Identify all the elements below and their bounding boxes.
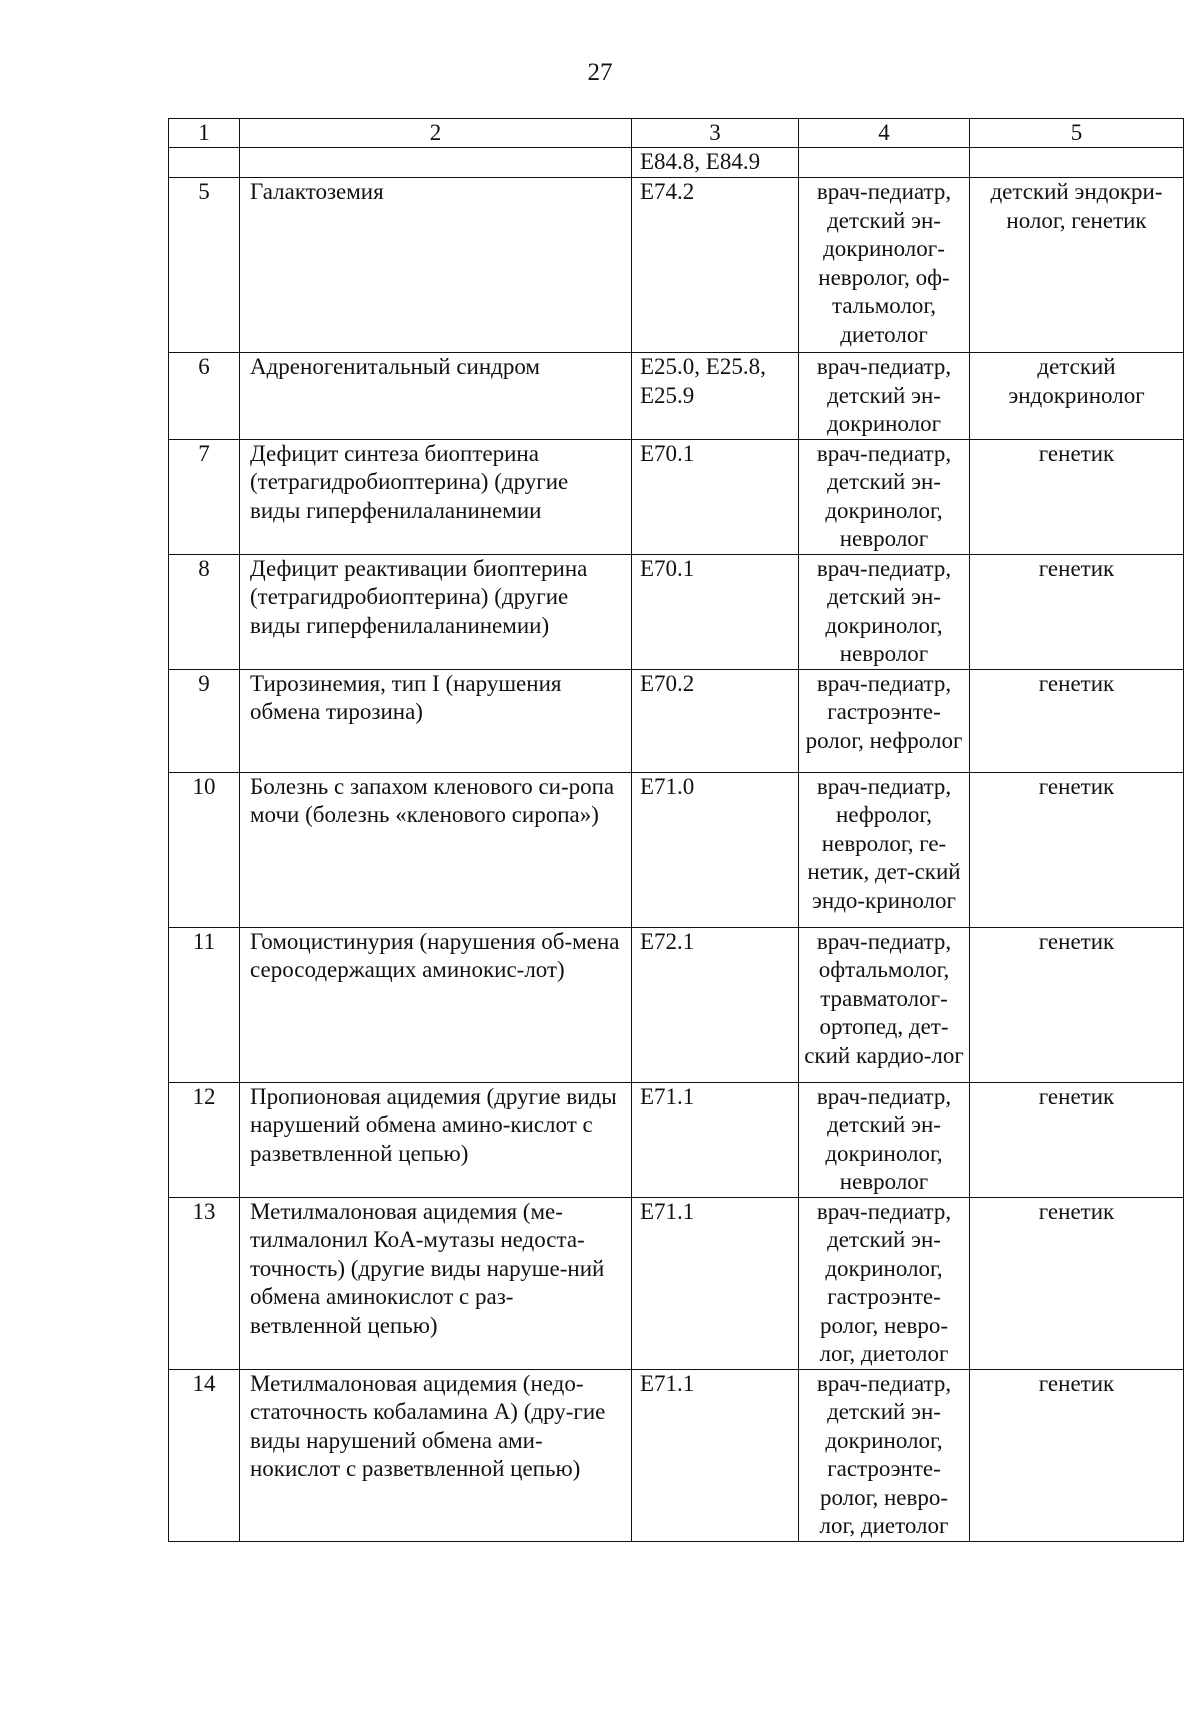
disease-name: Дефицит синтеза биоптерина (тетрагидробиоптерина) (другие виды гиперфенилаланинемии (240, 439, 632, 554)
header-col-1: 1 (169, 119, 240, 148)
disease-name: Тирозинемия, тип I (нарушения обмена тирозина) (240, 669, 632, 772)
consultants: генетик (970, 1197, 1184, 1369)
row-number: 12 (169, 1082, 240, 1197)
row-number: 11 (169, 927, 240, 1082)
specialists: врач-педиатр, детский эн-докринолог, гастроэнте-ролог, невро-лог, диетолог (799, 1197, 970, 1369)
consultants: генетик (970, 1082, 1184, 1197)
header-col-4: 4 (799, 119, 970, 148)
consultants: детский эндокринолог (970, 353, 1184, 440)
disease-name: Болезнь с запахом кленового си-ропа мочи (болезнь «кленового сиропа») (240, 772, 632, 927)
disease-name (240, 148, 632, 178)
icd-codes: E70.1 (632, 439, 799, 554)
disease-name: Адреногенитальный синдром (240, 353, 632, 440)
header-col-3: 3 (632, 119, 799, 148)
specialists: врач-педиатр, офтальмолог, травматолог-ортопед, дет-ский кардио-лог (799, 927, 970, 1082)
header-col-2: 2 (240, 119, 632, 148)
icd-codes: E25.0, E25.8, E25.9 (632, 353, 799, 440)
specialists (799, 148, 970, 178)
table-row (169, 772, 1184, 927)
table-row (169, 554, 1184, 669)
icd-codes: E74.2 (632, 178, 799, 353)
icd-codes: E71.1 (632, 1082, 799, 1197)
table-row (169, 148, 1184, 178)
disease-name: Пропионовая ацидемия (другие виды нарушений обмена амино-кислот с разветвленной цепью) (240, 1082, 632, 1197)
table-row (169, 1369, 1184, 1541)
table-row (169, 178, 1184, 353)
consultants: генетик (970, 772, 1184, 927)
disease-table (168, 118, 1184, 1542)
specialists: врач-педиатр, детский эн-докринолог (799, 353, 970, 440)
specialists: врач-педиатр, детский эн-докринолог, невролог (799, 554, 970, 669)
specialists: врач-педиатр, нефролог, невролог, ге-нетик, дет-ский эндо-кринолог (799, 772, 970, 927)
consultants: генетик (970, 927, 1184, 1082)
consultants: генетик (970, 554, 1184, 669)
table-body (169, 119, 1184, 1542)
row-number: 13 (169, 1197, 240, 1369)
table-row (169, 1197, 1184, 1369)
row-number (169, 148, 240, 178)
icd-codes: E71.1 (632, 1197, 799, 1369)
disease-name: Метилмалоновая ацидемия (ме-тилмалонил КоА-мутазы недоста-точность) (другие виды наруше-ний обмена аминокислот с раз-ветвленной цепью) (240, 1197, 632, 1369)
table-header-row (169, 119, 1184, 148)
icd-codes: E70.1 (632, 554, 799, 669)
consultants: генетик (970, 669, 1184, 772)
table-row (169, 669, 1184, 772)
row-number: 14 (169, 1369, 240, 1541)
row-number: 5 (169, 178, 240, 353)
disease-name: Гомоцистинурия (нарушения об-мена серосодержащих аминокис-лот) (240, 927, 632, 1082)
specialists: врач-педиатр, детский эн-докринолог, гастроэнте-ролог, невро-лог, диетолог (799, 1369, 970, 1541)
specialists: врач-педиатр, детский эн-докринолог, невролог (799, 1082, 970, 1197)
specialists: врач-педиатр, детский эн-докринолог, невролог (799, 439, 970, 554)
icd-codes: E71.0 (632, 772, 799, 927)
icd-codes: E84.8, E84.9 (632, 148, 799, 178)
disease-name: Галактоземия (240, 178, 632, 353)
specialists: врач-педиатр, детский эн-докринолог-невролог, оф-тальмолог, диетолог (799, 178, 970, 353)
table-row (169, 927, 1184, 1082)
row-number: 6 (169, 353, 240, 440)
header-col-5: 5 (970, 119, 1184, 148)
row-number: 9 (169, 669, 240, 772)
table-row (169, 1082, 1184, 1197)
page-number: 27 (587, 59, 613, 86)
disease-name: Дефицит реактивации биоптерина (тетрагидробиоптерина) (другие виды гиперфенилаланинемии) (240, 554, 632, 669)
row-number: 8 (169, 554, 240, 669)
consultants: генетик (970, 1369, 1184, 1541)
disease-name: Метилмалоновая ацидемия (недо-статочность кобаламина А) (дру-гие виды нарушений обмена ами-нокислот с разветвленной цепью) (240, 1369, 632, 1541)
row-number: 7 (169, 439, 240, 554)
icd-codes: E70.2 (632, 669, 799, 772)
specialists: врач-педиатр, гастроэнте-ролог, нефролог (799, 669, 970, 772)
row-number: 10 (169, 772, 240, 927)
icd-codes: E71.1 (632, 1369, 799, 1541)
table-row (169, 439, 1184, 554)
consultants: генетик (970, 439, 1184, 554)
consultants: детский эндокри-нолог, генетик (970, 178, 1184, 353)
consultants (970, 148, 1184, 178)
icd-codes: E72.1 (632, 927, 799, 1082)
table-row (169, 353, 1184, 440)
